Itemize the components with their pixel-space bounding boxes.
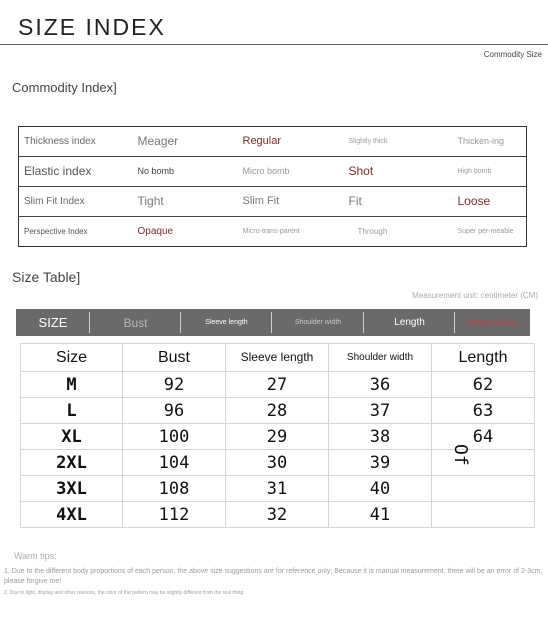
column-header-bust: Bust xyxy=(123,344,226,372)
size-cell: 4XL xyxy=(21,502,123,528)
index-row-thickness xyxy=(19,127,527,157)
shoulder-cell: 36 xyxy=(329,372,432,398)
sleeve-cell: 32 xyxy=(226,502,329,528)
length-cell xyxy=(432,450,535,476)
size-header-bar xyxy=(16,309,530,336)
header-bar-length: Length xyxy=(364,309,455,336)
length-cell xyxy=(432,502,535,528)
page-subtitle: Commodity Size xyxy=(483,50,542,59)
index-option: No bomb xyxy=(133,157,238,187)
bust-cell: 112 xyxy=(123,502,226,528)
bust-cell: 108 xyxy=(123,476,226,502)
index-option: Slightly thick xyxy=(344,127,453,157)
commodity-index-table xyxy=(18,126,527,247)
size-cell: 3XL xyxy=(21,476,123,502)
column-header-shoulder-width: Shoulder width xyxy=(329,344,432,372)
size-table-header-row xyxy=(21,344,535,372)
shoulder-cell: 37 xyxy=(329,398,432,424)
size-cell: M xyxy=(21,372,123,398)
measurement-unit-note: Measurement unit: centimeter (CM) xyxy=(412,291,538,300)
table-row xyxy=(21,502,535,528)
length-overflow-text: Of xyxy=(450,444,471,466)
size-table-heading: Size Table] xyxy=(12,269,81,285)
index-option: Micro-trans-parent xyxy=(242,228,300,235)
commodity-index-heading: Commodity Index] xyxy=(12,80,117,95)
index-option: Fit xyxy=(344,187,453,217)
header-bar-size: SIZE xyxy=(16,309,90,336)
warm-tips-heading: Warm tips: xyxy=(14,551,57,561)
index-option-selected: Loose xyxy=(453,187,527,217)
column-header-length: Length xyxy=(432,344,535,372)
shoulder-cell: 40 xyxy=(329,476,432,502)
size-cell: XL xyxy=(21,424,123,450)
index-row-slim-fit xyxy=(19,187,527,217)
index-option-selected: Opaque xyxy=(137,226,174,237)
table-row xyxy=(21,372,535,398)
index-option: High bomb xyxy=(453,157,527,187)
title-divider xyxy=(0,44,548,45)
shoulder-cell: 38 xyxy=(329,424,432,450)
index-option: Meager xyxy=(133,127,238,157)
shoulder-cell: 41 xyxy=(329,502,432,528)
length-cell: 63 xyxy=(432,398,535,424)
column-header-sleeve-length: Sleeve length xyxy=(226,344,329,372)
shoulder-cell: 39 xyxy=(329,450,432,476)
table-row xyxy=(21,476,535,502)
sleeve-cell: 28 xyxy=(226,398,329,424)
index-option: Thicken-ing xyxy=(453,127,527,157)
warm-tip-2: 2. Due to light, display and other reasons, the color of the pattern may be slightly different from the real thing. xyxy=(4,590,245,596)
size-table xyxy=(20,343,535,528)
bust-cell: 92 xyxy=(123,372,226,398)
index-option-selected: Shot xyxy=(344,157,453,187)
size-cell: L xyxy=(21,398,123,424)
index-option: Through xyxy=(357,227,388,236)
header-bar-sleeve-length: Sleeve length xyxy=(181,309,272,336)
index-label: Thickness index xyxy=(19,127,133,157)
table-row xyxy=(21,398,535,424)
index-label: Slim Fit Index xyxy=(19,187,133,217)
warm-tip-1: 1. Due to the different body proportions of each person, the above size suggestions are for reference only; Because it is manual measurement, there will be an error of 2-3cm, please forgive me! xyxy=(4,568,543,585)
index-option: Super per-meable xyxy=(457,228,514,235)
bust-cell: 104 xyxy=(123,450,226,476)
page-title: SIZE INDEX xyxy=(18,14,166,40)
index-row-perspective xyxy=(19,217,527,247)
length-cell: 64 xyxy=(432,424,535,450)
column-header-size: Size xyxy=(21,344,123,372)
index-label: Perspective Index xyxy=(24,227,88,236)
bust-cell: 96 xyxy=(123,398,226,424)
index-option: Tight xyxy=(133,187,238,217)
sleeve-cell: 29 xyxy=(226,424,329,450)
index-row-elastic xyxy=(19,157,527,187)
index-option: Slim Fit xyxy=(238,187,344,217)
index-option-selected: Regular xyxy=(238,127,344,157)
header-bar-shoulder-width: Shoulder width xyxy=(272,309,364,336)
sleeve-cell: 31 xyxy=(226,476,329,502)
header-bar-bust: Bust xyxy=(90,309,181,336)
size-cell: 2XL xyxy=(21,450,123,476)
length-cell: 62 xyxy=(432,372,535,398)
index-option: Micro bomb xyxy=(238,157,344,187)
sleeve-cell: 27 xyxy=(226,372,329,398)
sleeve-cell: 30 xyxy=(226,450,329,476)
length-cell xyxy=(432,476,535,502)
index-label: Elastic index xyxy=(19,157,133,187)
header-bar-weight-advice: Weight Advice xyxy=(467,317,518,327)
bust-cell: 100 xyxy=(123,424,226,450)
